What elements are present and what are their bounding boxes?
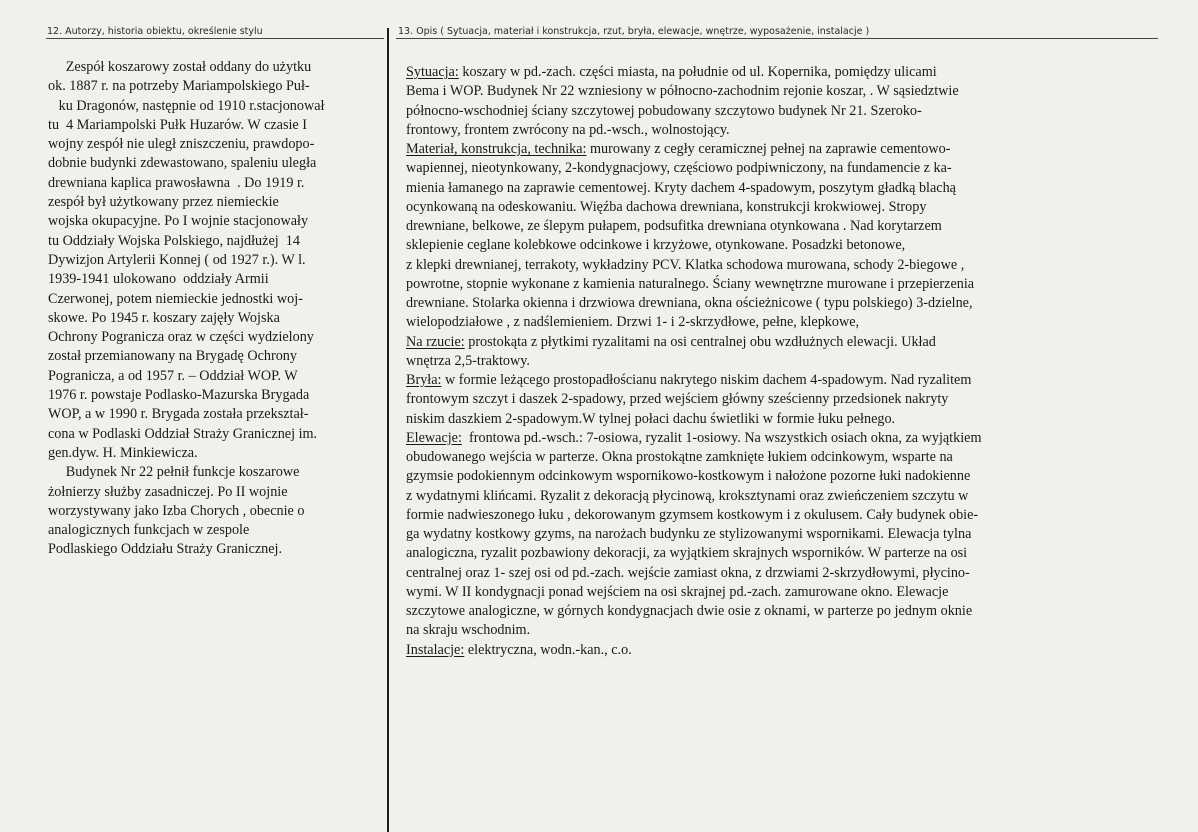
history-text-line: drewniana kaplica prawosławna . Do 1919 r.: [48, 174, 305, 191]
description-text: wnętrza 2,5-traktowy.: [406, 352, 530, 369]
history-text-line: dobnie budynki zdewastowano, spaleniu uległa: [48, 155, 317, 172]
description-text-line: [406, 275, 1166, 294]
description-text-line: [406, 448, 1166, 467]
description-text-line: [406, 352, 1166, 371]
description-text-line: [406, 179, 1166, 198]
history-text-line: Podlaskiego Oddziału Straży Granicznej.: [48, 541, 283, 558]
description-text-column: [406, 63, 1166, 660]
history-text-line: wojska okupacyjne. Po I wojnie stacjonowały: [48, 213, 309, 230]
description-text-line: [406, 390, 1166, 409]
section-label: Materiał, konstrukcja, technika:: [406, 141, 587, 157]
description-text-line: [406, 256, 1166, 275]
description-text: koszary w pd.-zach. części miasta, na południe od ul. Kopernika, pomiędzy ulicami: [458, 64, 937, 80]
section-13-header: 13. Opis ( Sytuacja, materiał i konstrukcja, rzut, bryła, elewacje, wnętrze, wyposażenie, instalacje ): [398, 26, 870, 37]
description-text-line: [406, 63, 1166, 82]
history-text-line: 1976 r. powstaje Podlasko-Mazurska Brygada: [48, 387, 310, 404]
history-text-line: zespół był użytkowany przez niemieckie: [48, 194, 279, 211]
section-12-header: 12. Autorzy, historia obiektu, określenie stylu: [47, 26, 263, 37]
description-text: gzymsie podokiennym odcinkowym wspornikowo-kostkowym i nałożone pozorne łuki nadokienne: [406, 468, 971, 485]
description-text: z wydatnymi klińcami. Ryzalit z dekoracją płycinową, kroksztynami oraz zwieńczeniem szczytu w: [406, 487, 969, 504]
description-text: drewniane. Stolarka okienna i drzwiowa drewniana, okna ościeżnicowe ( typu polskiego) 3-dzielne,: [406, 295, 973, 311]
description-text-line: [406, 371, 1166, 390]
description-text-line: [406, 487, 1166, 506]
description-text: powrotne, stopnie wykonane z kamienia naturalnego. Ściany wewnętrzne murowane i przepierzenia: [406, 275, 975, 292]
description-text: murowany z cegły ceramicznej pełnej na zaprawie cementowo-: [586, 141, 951, 157]
history-text-line: ku Dragonów, następnie od 1910 r.stacjonował: [48, 97, 325, 114]
description-text-line: [406, 467, 1166, 486]
description-text: formie nadwieszonego łuku , dekorowanym gzymsem kostkowym i z okulusem. Cały budynek obie-: [406, 506, 979, 523]
description-text-line: [406, 410, 1166, 429]
history-text-line: Ochrony Pogranicza oraz w części wydzielony: [48, 329, 314, 346]
description-text: Bema i WOP. Budynek Nr 22 wzniesiony w północno-zachodnim rejonie koszar, . W sąsiedztwie: [406, 83, 959, 100]
description-text: frontowym szczyt i daszek 2-spadowy, przed wejściem główny sześcienny przedsionek nakryty: [406, 391, 949, 408]
section-label: Na rzucie:: [406, 333, 465, 350]
description-text-line: [406, 159, 1166, 178]
description-text: ga wydatny kostkowy gzyms, na narożach budynku ze stylizowanymi wspornikami. Elewacja tylna: [406, 526, 972, 542]
description-text: wapiennej, nieotynkowany, 2-kondygnacjowy, częściowo podpiwniczony, na fundamencie z ka-: [406, 160, 952, 177]
description-text: sklepienie ceglane kolebkowe odcinkowe i krzyżowe, otynkowane. Posadzki betonowe,: [406, 237, 906, 254]
history-text-line: ok. 1887 r. na potrzeby Mariampolskiego Puł-: [48, 78, 310, 95]
description-text: analogiczna, ryzalit pozbawiony dekoracji, za wyjątkiem skrajnych wsporników. W parterze na osi: [406, 545, 968, 562]
section-label: Elewacje:: [406, 429, 462, 446]
history-text-line: Budynek Nr 22 pełnił funkcje koszarowe: [48, 464, 300, 481]
description-text: mienia łamanego na zaprawie cementowej. Kryty dachem 4-spadowym, poszytym gładką blachą: [406, 179, 956, 196]
history-text-line: wojny zespół nie uległ zniszczeniu, prawdopo-: [48, 136, 315, 153]
description-text-line: [406, 198, 1166, 217]
description-text: elektryczna, wodn.-kan., c.o.: [464, 641, 632, 658]
description-text: północno-wschodniej ściany szczytowej pobudowany szczytowo budynek Nr 21. Szeroko-: [406, 102, 922, 119]
description-text: szczytowe analogiczne, w górnych kondygnacjach dwie osie z oknami, w parterze po jednym oknie: [406, 603, 973, 619]
description-text-line: [406, 621, 1166, 640]
description-text-line: [406, 140, 1166, 159]
history-text-line: skowe. Po 1945 r. koszary zajęły Wojska: [48, 309, 280, 326]
description-text: z klepki drewnianej, terrakoty, wykładziny PCV. Klatka schodowa murowana, schody 2-biegowe ,: [406, 256, 965, 273]
description-text-line: [406, 121, 1166, 140]
description-text-line: [406, 429, 1166, 448]
description-text: frontowy, frontem zwrócony na pd.-wsch., wolnostojący.: [406, 121, 730, 138]
history-text-line: został przemianowany na Brygadę Ochrony: [48, 348, 297, 365]
history-text-line: analogicznych funkcjach w zespole: [48, 522, 250, 539]
description-text-line: [406, 333, 1166, 352]
history-text-line: worzystywany jako Izba Chorych , obecnie o: [48, 502, 305, 519]
description-text-line: [406, 313, 1166, 332]
description-text: prostokąta z płytkimi ryzalitami na osi centralnej obu wzdłużnych elewacji. Układ: [464, 333, 936, 350]
history-text-line: żołnierzy służby zasadniczej. Po II wojnie: [48, 483, 288, 500]
description-text: w formie leżącego prostopadłościanu nakrytego niskim dachem 4-spadowym. Nad ryzalitem: [441, 372, 972, 388]
description-text: frontowa pd.-wsch.: 7-osiowa, ryzalit 1-osiowy. Na wszystkich osiach okna, za wyjątkiem: [461, 429, 982, 446]
description-text-line: [406, 564, 1166, 583]
history-text-line: Pogranicza, a od 1957 r. – Oddział WOP. W: [48, 367, 298, 384]
description-text: obudowanego wejścia w parterze. Okna prostokątne zamknięte łukiem odcinkowym, wsparte na: [406, 449, 953, 465]
history-text-line: Dywizjon Artylerii Konnej ( od 1927 r.). W l.: [48, 251, 306, 268]
column-divider: [387, 28, 389, 832]
description-text-line: [406, 641, 1166, 660]
description-text-line: [406, 236, 1166, 255]
description-text: wielopodziałowe , z nadślemieniem. Drzwi 1- i 2-skrzydłowe, pełne, klepkowe,: [406, 314, 860, 331]
history-text-line: Czerwonej, potem niemieckie jednostki woj-: [48, 290, 303, 307]
description-text: wymi. W II kondygnacji ponad wejściem na osi skrajnej pd.-zach. zamurowane okno. Elewacje: [406, 583, 949, 600]
history-text-line: 1939-1941 ulokowano oddziały Armii: [48, 271, 269, 288]
description-text-line: [406, 602, 1166, 621]
history-text-line: tu Oddziały Wojska Polskiego, najdłużej 14: [48, 232, 300, 249]
section-label: Instalacje:: [406, 641, 465, 658]
description-text: centralnej oraz 1- szej osi od pd.-zach. wejście zamiast okna, z drzwiami 2-skrzydłowymi, płycino-: [406, 564, 970, 581]
description-text: niskim daszkiem 2-spadowym.W tylnej połaci dachu świetliki w formie łuku pełnego.: [406, 410, 896, 427]
history-text-line: tu 4 Mariampolski Pułk Huzarów. W czasie I: [48, 116, 307, 133]
history-text-line: WOP, a w 1990 r. Brygada została przekształ-: [48, 406, 309, 423]
description-text: drewniane, belkowe, ze ślepym pułapem, podsufitka drewniana otynkowana . Nad korytarzem: [406, 218, 942, 234]
section-13-header-rule: [396, 38, 1158, 39]
section-label: Bryła:: [406, 372, 442, 388]
history-text-line: cona w Podlaski Oddział Straży Granicznej im.: [48, 425, 318, 442]
description-text-line: [406, 217, 1166, 236]
history-text-line: Zespół koszarowy został oddany do użytku: [48, 59, 312, 75]
history-text-line: gen.dyw. H. Minkiewicza.: [48, 444, 198, 461]
description-text: ocynkowaną na odeskowaniu. Więźba dachowa drewniana, konstrukcji krokwiowej. Stropy: [406, 198, 927, 215]
description-text-line: [406, 506, 1166, 525]
description-text: na skraju wschodnim.: [406, 622, 531, 639]
description-text-line: [406, 583, 1166, 602]
description-text-line: [406, 82, 1166, 101]
section-label: Sytuacja:: [406, 64, 459, 80]
description-text-line: [406, 525, 1166, 544]
description-text-line: [406, 544, 1166, 563]
description-text-line: [406, 294, 1166, 313]
description-text-line: [406, 102, 1166, 121]
section-12-header-rule: [46, 38, 384, 39]
history-text-column: [48, 58, 378, 560]
